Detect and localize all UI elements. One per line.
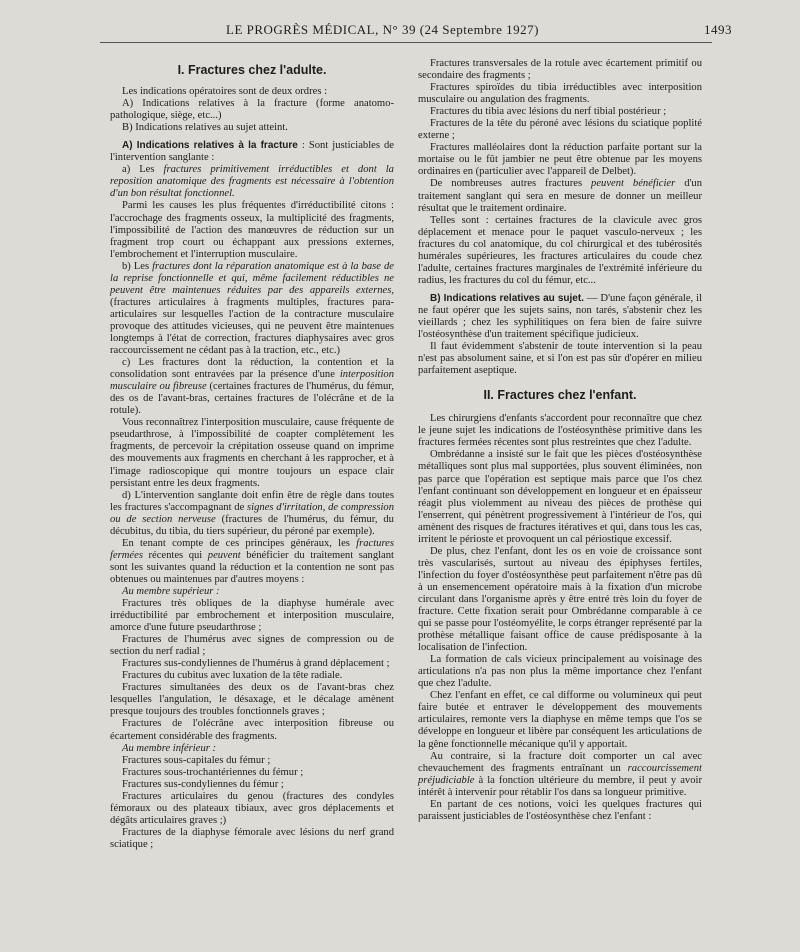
paragraph: Les chirurgiens d'enfants s'accordent pour reconnaître que chez le jeune sujet les indications de l'ostéosynthèse primitive dans les fractures fermées récentes sont plus restreintes que chez l'adulte. xyxy=(418,413,702,449)
list-item: Fractures de l'olécrâne avec interposition fibreuse ou écartement considérable des fragments. xyxy=(110,718,394,742)
paragraph xyxy=(110,140,394,164)
list-item: Fractures sus-condyliennes de l'humérus à grand déplacement ; xyxy=(122,658,390,670)
list-item: Fractures très obliques de la diaphyse humérale avec irréductibilité par embrochement et interposition musculaire, amorce d'une future pseudarthrose ; xyxy=(110,598,394,634)
subsection-label-b: B) Indications relatives au sujet. xyxy=(430,292,584,304)
paragraph: En partant de ces notions, voici les quelques fractures qui paraissent justiciables de l'ostéosynthèse chez l'enfant : xyxy=(418,798,702,822)
paragraph-text: b) Les xyxy=(122,260,153,272)
paragraph-text: à la fonction ultérieure du membre, il peut y avoir intérêt à intervenir pour rétablir l'os dans sa longueur primitive. xyxy=(418,774,702,798)
paragraph-text: (certaines fractures de l'humérus, du fémur, des os de l'avant-bras, certaines fractures de l'olécrâne et de la rotule). xyxy=(110,381,394,417)
list-item: Fractures du cubitus avec luxation de la tête radiale. xyxy=(122,670,343,682)
list-item: Fractures simultanées des deux os de l'avant-bras chez lesquelles l'angulation, le désaxage, et le décalage amènent presque toujours des troubles fonctionnels graves ; xyxy=(110,682,394,718)
paragraph: B) Indications relatives au sujet atteint. xyxy=(122,122,288,134)
paragraph: La formation de cals vicieux principalement au voisinage des articulations n'a pas non plus la même importance chez l'enfant que chez l'adulte. xyxy=(418,654,702,690)
paragraph-text: c) Les fractures dont la réduction, la contention et la consolidation sont entravées par la présence d'une xyxy=(110,357,394,381)
paragraph xyxy=(110,490,394,538)
paragraph-text: : Sont justiciables de l'intervention sanglante : xyxy=(110,140,394,164)
paragraph: Les indications opératoires sont de deux ordres : xyxy=(122,86,328,98)
paragraph: Parmi les causes les plus fréquentes d'irréductibilité citons : l'accrochage des fragments osseux, la multiplicité des fragments, l'impossibilité de l'action des manœuvres de réduction sur un fragment trop court ou échappant aux pressions externes, l'embrochement et l'interruption musculaire. xyxy=(110,200,394,260)
running-header xyxy=(0,22,800,40)
list-item: Fractures de la diaphyse fémorale avec lésions du nerf grand sciatique ; xyxy=(110,826,394,850)
paragraph: Il faut évidemment s'abstenir de toute intervention si la peau n'est pas absolument saine, et si l'on est pas sûr d'opérer en milieu parfaitement aseptique. xyxy=(418,341,702,377)
section-title-adult: I. Fractures chez l'adulte. xyxy=(177,63,327,77)
right-column xyxy=(418,58,702,823)
emphasis-text: fractures dont la réparation anatomique est à la base de la reprise fonctionnelle et qui, même facilement réductibles ne peuvent être maintenues réduites par des appareils externes, xyxy=(110,260,394,296)
list-item: Fractures articulaires du genou (fractures des condyles fémoraux ou des plateaux tibiaux, avec gros déplacements et dégâts articulaires graves ;) xyxy=(110,790,394,826)
list-item: Fractures de la tête du péroné avec lésions du sciatique poplité externe ; xyxy=(418,118,702,142)
list-item: Fractures malléolaires dont la réduction parfaite portant sur la mortaise ou le fût jambier ne peut être obtenue par les moyens ordinaires en (particulier avec l'appareil de Delbet). xyxy=(418,142,702,178)
page-number: 1493 xyxy=(704,22,732,37)
emphasis-text: interposition musculaire ou fibreuse xyxy=(110,369,394,393)
section-title-child: II. Fractures chez l'enfant. xyxy=(483,388,637,403)
paragraph-text: En tenant compte de ces principes généraux, les xyxy=(122,537,357,549)
paragraph xyxy=(110,357,394,417)
paragraph xyxy=(110,164,394,200)
emphasis-text: peuvent xyxy=(207,549,241,561)
paragraph xyxy=(110,538,394,586)
paragraph-text: Au contraire, si la fracture doit comporter un cal avec chevauchement des fragments entraînant un xyxy=(418,750,702,774)
emphasis-text: Au membre inférieur : xyxy=(122,742,217,754)
list-item: Fractures spiroïdes du tibia irréductibles avec interposition musculaire ou angulation des fragments. xyxy=(418,82,702,106)
paragraph-text: — D'une façon générale, il ne faut opérer que les sujets sains, non tarés, s'abstenir chez les vieillards ; chez les syphilitiques on fera bien de faire suivre l'ostéosynthèse d'un traitement spécifique judicieux. xyxy=(418,292,703,341)
list-label-lower xyxy=(110,743,394,755)
paragraph: Telles sont : certaines fractures de la clavicule avec gros déplacement et menace pour le paquet vasculo-nerveux ; les fractures du col anatomique, du col chirurgical et des tubérosités humérales supérieures, les fractures articulaires du coude chez l'adulte, certaines fractures marginales de l'extrémité inférieure du radius, les fractures du col du fémur, etc... xyxy=(418,214,702,286)
emphasis-text: raccourcissement préjudiciable xyxy=(418,762,702,786)
header-rule xyxy=(100,42,712,43)
paragraph-text: De nombreuses autres fractures xyxy=(430,178,592,190)
list-item: Fractures de l'humérus avec signes de compression ou de section du nerf radial ; xyxy=(110,634,394,658)
list-label-upper xyxy=(110,586,394,598)
emphasis-text: peuvent bénéficier xyxy=(591,178,676,190)
left-column xyxy=(110,64,394,851)
paragraph xyxy=(418,751,702,799)
paragraph-text: (fractures de l'humérus, du fémur, du décubitus, du tibia, du tiers supérieur, du péroné par exemple). xyxy=(110,513,394,537)
list-item: Fractures sous-capitales du fémur ; xyxy=(122,754,271,766)
journal-title: LE PROGRÈS MÉDICAL, N° 39 (24 Septembre 1927) xyxy=(226,22,539,37)
list-item: Fractures sus-condyliennes du fémur ; xyxy=(122,778,284,790)
paragraph xyxy=(418,293,702,341)
paragraph-text: d) L'intervention sanglante doit enfin être de règle dans toutes les fractures s'accompagnant de xyxy=(110,489,394,513)
paragraph: Ombrédanne a insisté sur le fait que les pièces d'ostéosynthèse métalliques sont plus mal supportées, plus souvent éliminées, non pas parce que l'opération est septique mais parce que l'os chez l'enfant continuant son développement en longueur et en épaisseur réagit plus violemment au niveau des pièces de prothèse qui l'enserrent, qui pénètrent progressivement à l'intérieur de l'os, qui amènent des risques de fractures itératives et qui, dans tous les cas, irritent le périoste et provoquent un cal périostique excessif. xyxy=(418,449,702,545)
paragraph xyxy=(418,178,702,214)
subsection-label-a: A) Indications relatives à la fracture xyxy=(122,140,298,152)
emphasis-text: signes d'irritation, de compression ou de section nerveuse xyxy=(110,501,395,525)
list-item: Fractures sous-trochantériennes du fémur ; xyxy=(122,766,304,778)
emphasis-text: fractures fermées xyxy=(110,537,394,561)
list-item: Fractures du tibia avec lésions du nerf tibial postérieur ; xyxy=(430,106,667,118)
paragraph-text: bénéficier du traitement sanglant sont les suivantes quand la réduction et la contention ne sont pas obtenues ou maintenues par d'autres moyens : xyxy=(110,549,394,585)
paragraph xyxy=(110,261,394,357)
paragraph-text: d'un traitement sanglant qui sera en mesure de donner un meilleur résultat que le traitement ordinaire. xyxy=(418,178,702,214)
paragraph: De plus, chez l'enfant, dont les os en voie de croissance sont très vascularisés, surtout au niveau des épiphyses fertiles, l'infection du foyer d'ostéosynthèse peut parfaitement n'être pas dû à un ensemencement opératoire mais à la fixation d'un microbe circulant dans l'organisme après y être entré très loin du foyer de fracture. Cette fixation serait pour Ombrédanne comparable à ce qui se passe pour l'ostéomyélite, le corps étranger représenté par la prothèse métallique faisant office de cause prédisposante à la localisation de l'infection. xyxy=(418,545,702,654)
emphasis-text: fractures primitivement irréductibles et dont la reposition anatomique des fragments est nécessaire à l'obtention d'un bon résultat fonctionnel. xyxy=(110,164,394,200)
list-item: Fractures transversales de la rotule avec écartement primitif ou secondaire des fragments ; xyxy=(418,58,702,82)
paragraph-text: récentes qui xyxy=(142,549,208,561)
paragraph: Vous reconnaîtrez l'interposition musculaire, cause fréquente de pseudarthrose, à l'impossibilité de coapter complètement les fragments, de percevoir la crépitation osseuse quand on imprime des mouvements aux fragments en cherchant à les rapprocher, et à l'image radioscopique qui montre toujours un espace clair persistant entre les deux fragments. xyxy=(110,417,394,489)
emphasis-text: Au membre supérieur : xyxy=(122,585,220,597)
paragraph: Chez l'enfant en effet, ce cal difforme ou volumineux qui peut faire butée et entraver le développement des mouvements articulaires, remonte vers la diaphyse en même temps que l'os se développe en longueur et libère par conséquent les articulations de la gêne fonctionnelle mécanique qu'il y apportait. xyxy=(418,690,702,750)
paragraph-text: (fractures articulaires à fragments multiples, fractures para-articulaires sur lesquelles l'action de la contracture musculaire provoque des attitudes vicieuses, qui ne peuvent être maintenues longtemps à l'état de correction, fractures diaphysaires avec gros raccourcissement ne cédant pas à la traction, etc., etc.) xyxy=(110,296,394,357)
paragraph-text: a) Les xyxy=(122,164,164,176)
paragraph: A) Indications relatives à la fracture (forme anatomo-pathologique, siège, etc...) xyxy=(110,98,394,122)
